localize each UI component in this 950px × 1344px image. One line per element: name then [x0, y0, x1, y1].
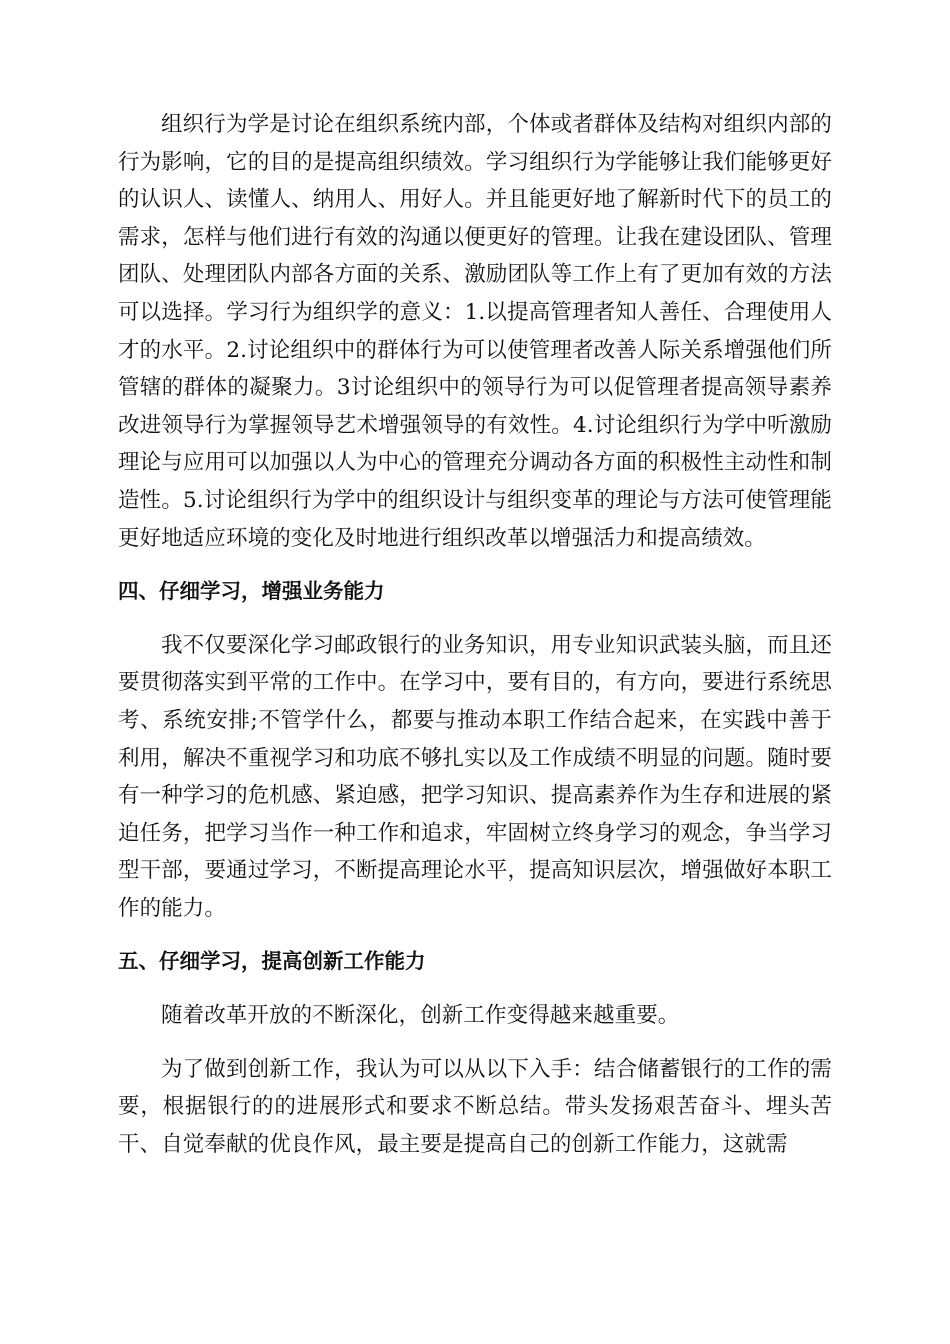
section-heading-5: 五、仔细学习，提高创新工作能力 — [118, 949, 426, 974]
paragraph-business-ability: 我不仅要深化学习邮政银行的业务知识，用专业知识武装头脑，而且还要贯彻落实到平常的工作中。在学习中，要有目的，有方向，要进行系统思考、系统安排;不管学什么，都要与推动本职工作结合起来，在实践中善于利用，解决不重视学习和功底不够扎实以及工作成绩不明显的问题。随时要有一种学习的危机感、紧迫感，把学习知识、提高素养作为生存和进展的紧迫任务，把学习当作一种工作和追求，牢固树立终身学习的观念，争当学习型干部，要通过学习，不断提高理论水平，提高知识层次，增强做好本职工作的能力。 — [118, 632, 832, 921]
paragraph-innovation-intro: 随着改革开放的不断深化，创新工作变得越来越重要。 — [161, 1003, 680, 1029]
section-heading-4: 四、仔细学习，增强业务能力 — [118, 579, 385, 604]
paragraph-org-behavior: 组织行为学是讨论在组织系统内部，个体或者群体及结构对组织内部的行为影响，它的目的是提高组织绩效。学习组织行为学能够让我们能够更好的认识人、读懂人、纳用人、用好人。并且能更好地了解新时代下的员工的需求，怎样与他们进行有效的沟通以便更好的管理。让我在建设团队、管理团队、处理团队内部各方面的关系、激励团队等工作上有了更加有效的方法可以选择。学习行为组织学的意义：1.以提高管理者知人善任、合理使用人才的水平。2.讨论组织中的群体行为可以使管理者改善人际关系增强他们所管辖的群体的凝聚力。3讨论组织中的领导行为可以促管理者提高领导素养改进领导行为掌握领导艺术增强领导的有效性。4.讨论组织行为学中听激励理论与应用可以加强以人为中心的管理充分调动各方面的积极性主动性和制造性。5.讨论组织行为学中的组织设计与组织变革的理论与方法可使管理能更好地适应环境的变化及时地进行组织改革以增强活力和提高绩效。 — [118, 112, 832, 551]
document-page — [118, 106, 832, 1163]
paragraph-innovation-detail: 为了做到创新工作，我认为可以从以下入手：结合储蓄银行的工作的需要，根据银行的的进展形式和要求不断总结。带头发扬艰苦奋斗、埋头苦干、自觉奉献的优良作风，最主要是提高自己的创新工作能力，这就需 — [118, 1056, 832, 1157]
